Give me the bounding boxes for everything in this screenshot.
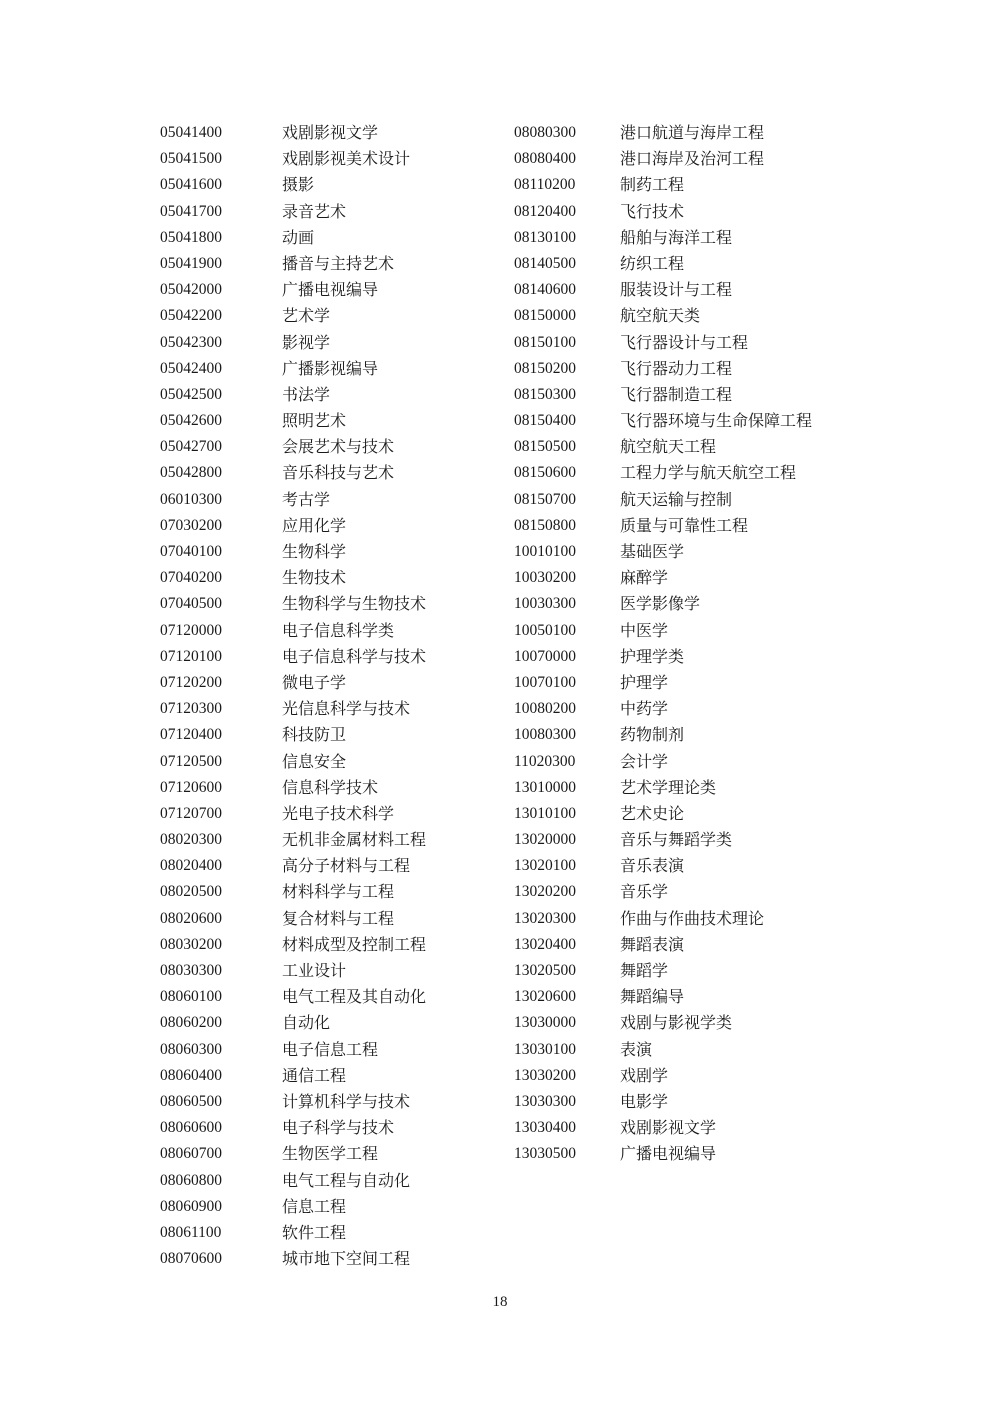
list-item <box>160 670 426 696</box>
major-code: 08061100 <box>160 1223 222 1241</box>
list-item <box>514 1037 812 1063</box>
list-item <box>514 565 812 591</box>
major-name: 生物科学与生物技术 <box>282 594 427 614</box>
major-name: 会展艺术与技术 <box>282 437 395 457</box>
list-item <box>514 775 812 801</box>
list-item <box>160 853 426 879</box>
major-name: 光信息科学与技术 <box>282 699 411 719</box>
major-name: 航天运输与控制 <box>620 489 733 509</box>
major-name: 基础医学 <box>620 542 685 561</box>
major-code: 07040500 <box>160 595 222 613</box>
list-item <box>160 356 426 382</box>
major-name: 生物科学 <box>282 542 347 561</box>
major-name: 音乐与舞蹈学类 <box>620 830 733 850</box>
major-code: 13010100 <box>514 804 576 822</box>
major-name: 材料科学与工程 <box>282 882 395 902</box>
major-name: 戏剧影视文学 <box>620 1118 717 1138</box>
major-code: 05042600 <box>160 412 222 430</box>
list-item <box>160 801 426 827</box>
major-name: 广播电视编导 <box>282 280 379 300</box>
major-name: 书法学 <box>282 384 331 404</box>
list-item <box>514 932 812 958</box>
major-code: 07120200 <box>160 673 222 691</box>
major-code: 08080400 <box>514 150 576 168</box>
list-item <box>514 1115 812 1141</box>
list-item <box>160 958 426 984</box>
list-item <box>160 1089 426 1115</box>
major-code: 08030300 <box>160 962 222 979</box>
major-code: 07040100 <box>160 543 222 560</box>
major-code: 08060200 <box>160 1014 222 1032</box>
major-name: 材料成型及控制工程 <box>282 934 427 954</box>
major-code: 08020400 <box>160 857 222 875</box>
major-name: 电子信息科学与技术 <box>282 646 427 666</box>
major-code: 10030300 <box>514 595 576 613</box>
major-name: 中医学 <box>620 620 669 640</box>
major-code: 08150000 <box>514 307 576 325</box>
list-item <box>160 251 426 277</box>
major-code: 07120500 <box>160 752 222 770</box>
list-item <box>514 1089 812 1115</box>
major-code: 05042500 <box>160 385 222 403</box>
major-name: 科技防卫 <box>282 725 347 745</box>
list-item <box>160 1220 426 1246</box>
list-item <box>514 408 812 434</box>
list-item <box>160 487 426 513</box>
list-item <box>514 356 812 382</box>
list-item <box>514 277 812 303</box>
major-code: 07120600 <box>160 778 222 796</box>
list-item <box>160 1246 426 1272</box>
major-name: 飞行器动力工程 <box>620 358 733 378</box>
major-name: 飞行器设计与工程 <box>620 332 749 352</box>
major-name: 电子信息科学类 <box>282 620 395 640</box>
major-code: 05041500 <box>160 150 222 168</box>
major-code: 13020500 <box>514 962 576 979</box>
major-code: 10050100 <box>514 621 576 639</box>
major-name: 工程力学与航天航空工程 <box>620 463 797 483</box>
list-item <box>160 591 426 617</box>
list-item <box>160 775 426 801</box>
list-item <box>160 172 426 198</box>
list-item <box>160 330 426 356</box>
major-name: 动画 <box>282 227 315 247</box>
major-code: 08070600 <box>160 1250 222 1268</box>
list-item <box>514 303 812 329</box>
major-code: 08150300 <box>514 385 576 403</box>
list-item <box>160 1141 426 1167</box>
right-column <box>514 120 812 1168</box>
left-column <box>160 120 426 1272</box>
list-item <box>514 199 812 225</box>
list-item <box>514 591 812 617</box>
list-item <box>514 749 812 775</box>
major-code: 07120700 <box>160 804 222 822</box>
major-name: 港口海岸及治河工程 <box>620 149 765 169</box>
list-item <box>160 303 426 329</box>
major-name: 自动化 <box>282 1013 331 1033</box>
major-code: 08060900 <box>160 1197 222 1215</box>
major-code: 10080300 <box>514 726 576 744</box>
major-code: 08060600 <box>160 1119 222 1137</box>
major-code: 13020600 <box>514 988 576 1006</box>
major-name: 电子信息工程 <box>282 1039 379 1059</box>
major-name: 广播电视编导 <box>620 1144 717 1164</box>
major-name: 高分子材料与工程 <box>282 856 411 876</box>
list-item <box>514 853 812 879</box>
major-name: 港口航道与海岸工程 <box>620 123 765 142</box>
major-code: 13020400 <box>514 935 576 953</box>
list-item <box>160 199 426 225</box>
major-code: 08020300 <box>160 831 222 849</box>
list-item <box>514 513 812 539</box>
list-item <box>160 1168 426 1194</box>
major-name: 录音艺术 <box>282 201 347 221</box>
major-name: 船舶与海洋工程 <box>620 227 733 247</box>
major-code: 07040200 <box>160 569 222 587</box>
major-name: 舞蹈编导 <box>620 987 685 1007</box>
page-number: 18 <box>492 1294 508 1310</box>
list-item <box>160 460 426 486</box>
major-code: 08080300 <box>514 124 576 141</box>
major-name: 音乐科技与艺术 <box>282 463 395 483</box>
list-item <box>160 984 426 1010</box>
major-name: 舞蹈表演 <box>620 934 685 954</box>
major-code: 05042400 <box>160 359 222 377</box>
list-item <box>514 722 812 748</box>
list-item <box>514 487 812 513</box>
major-name: 生物技术 <box>282 568 347 588</box>
major-name: 会计学 <box>620 751 669 771</box>
major-name: 计算机科学与技术 <box>282 1091 411 1111</box>
list-item <box>514 827 812 853</box>
major-code: 05041700 <box>160 202 222 220</box>
major-code: 13030400 <box>514 1119 576 1137</box>
major-name: 护理学类 <box>620 646 685 666</box>
list-item <box>514 618 812 644</box>
list-item <box>160 565 426 591</box>
list-item <box>160 225 426 251</box>
list-item <box>160 434 426 460</box>
major-name: 作曲与作曲技术理论 <box>620 908 765 928</box>
list-item <box>514 1141 812 1167</box>
major-name: 戏剧影视美术设计 <box>282 149 411 169</box>
major-name: 药物制剂 <box>620 725 685 745</box>
major-name: 医学影像学 <box>620 594 701 614</box>
list-item <box>160 1063 426 1089</box>
major-code: 08150200 <box>514 359 576 377</box>
list-item <box>160 513 426 539</box>
major-name: 考古学 <box>282 489 331 509</box>
list-item <box>160 827 426 853</box>
list-item <box>160 539 426 565</box>
major-name: 纺织工程 <box>620 253 685 273</box>
major-code: 08150600 <box>514 464 576 482</box>
list-item <box>514 670 812 696</box>
major-name: 无机非金属材料工程 <box>282 830 427 850</box>
major-code: 05042000 <box>160 281 222 299</box>
list-item <box>160 120 426 146</box>
major-name: 电气工程与自动化 <box>282 1170 411 1190</box>
major-code: 05041400 <box>160 124 222 141</box>
major-code: 08150500 <box>514 438 576 456</box>
major-code: 10080200 <box>514 700 576 718</box>
major-name: 表演 <box>620 1039 653 1059</box>
major-code: 07120300 <box>160 700 222 718</box>
list-item <box>514 225 812 251</box>
major-code: 07120000 <box>160 621 222 639</box>
list-item <box>160 879 426 905</box>
list-item <box>514 539 812 565</box>
major-code: 07030200 <box>160 516 222 534</box>
major-code: 13020100 <box>514 857 576 875</box>
major-code: 08140500 <box>514 254 576 272</box>
major-code: 08020600 <box>160 909 222 927</box>
major-name: 制药工程 <box>620 175 685 195</box>
major-name: 电影学 <box>620 1091 669 1111</box>
major-name: 质量与可靠性工程 <box>620 515 749 535</box>
major-name: 工业设计 <box>282 961 347 980</box>
major-name: 信息科学技术 <box>282 777 379 797</box>
list-item <box>160 749 426 775</box>
major-code: 10070100 <box>514 673 576 691</box>
major-name: 播音与主持艺术 <box>282 253 395 273</box>
major-name: 电气工程及其自动化 <box>282 987 427 1007</box>
major-name: 生物医学工程 <box>282 1144 379 1164</box>
major-code: 13030200 <box>514 1066 576 1084</box>
major-code: 13030500 <box>514 1145 576 1163</box>
major-name: 照明艺术 <box>282 411 347 431</box>
major-code: 08060500 <box>160 1092 222 1110</box>
major-name: 艺术学理论类 <box>620 777 717 797</box>
list-item <box>514 434 812 460</box>
list-item <box>514 1063 812 1089</box>
major-code: 10030200 <box>514 569 576 587</box>
major-name: 中药学 <box>620 699 669 719</box>
list-item <box>514 330 812 356</box>
major-code: 05041800 <box>160 228 222 246</box>
major-code: 08150700 <box>514 490 576 508</box>
major-name: 飞行器环境与生命保障工程 <box>620 411 813 431</box>
list-item <box>514 460 812 486</box>
list-item <box>160 1037 426 1063</box>
list-item <box>160 1115 426 1141</box>
major-code: 13030300 <box>514 1092 576 1110</box>
list-item <box>160 906 426 932</box>
list-item <box>514 801 812 827</box>
list-item <box>514 984 812 1010</box>
list-item <box>160 1194 426 1220</box>
major-code: 08150800 <box>514 516 576 534</box>
major-name: 应用化学 <box>282 515 347 535</box>
major-name: 航空航天工程 <box>620 437 717 457</box>
major-code: 08060800 <box>160 1171 222 1189</box>
list-item <box>160 932 426 958</box>
major-name: 音乐学 <box>620 882 669 902</box>
list-item <box>514 958 812 984</box>
major-name: 飞行器制造工程 <box>620 384 733 404</box>
major-code: 08140600 <box>514 281 576 299</box>
major-name: 麻醉学 <box>620 568 669 588</box>
major-code: 13020300 <box>514 909 576 927</box>
major-code: 05042700 <box>160 438 222 456</box>
major-code: 13030000 <box>514 1014 576 1032</box>
major-name: 广播影视编导 <box>282 358 379 378</box>
major-code: 07120400 <box>160 726 222 744</box>
major-code: 08060300 <box>160 1040 222 1058</box>
major-name: 信息安全 <box>282 751 347 771</box>
list-item <box>160 1010 426 1036</box>
major-code: 08120400 <box>514 202 576 220</box>
major-code: 08020500 <box>160 883 222 901</box>
major-name: 摄影 <box>282 175 315 195</box>
major-code: 11020300 <box>514 752 576 770</box>
major-name: 护理学 <box>620 672 669 692</box>
list-item <box>160 644 426 670</box>
major-code: 06010300 <box>160 490 222 508</box>
major-name: 飞行技术 <box>620 201 685 221</box>
major-code: 08060100 <box>160 988 222 1006</box>
major-code: 05042300 <box>160 333 222 351</box>
major-name: 影视学 <box>282 332 331 352</box>
list-item <box>160 277 426 303</box>
list-item <box>514 906 812 932</box>
list-item <box>514 644 812 670</box>
list-item <box>514 879 812 905</box>
list-item <box>514 172 812 198</box>
major-name: 艺术学 <box>282 306 331 326</box>
major-name: 舞蹈学 <box>620 961 669 980</box>
major-name: 信息工程 <box>282 1196 347 1216</box>
major-name: 微电子学 <box>282 672 347 692</box>
major-name: 音乐表演 <box>620 856 685 876</box>
major-code: 08150400 <box>514 412 576 430</box>
list-item <box>514 251 812 277</box>
major-name: 戏剧影视文学 <box>282 123 379 142</box>
major-name: 戏剧与影视学类 <box>620 1013 733 1033</box>
list-item <box>514 120 812 146</box>
major-name: 服装设计与工程 <box>620 280 733 300</box>
major-name: 软件工程 <box>282 1222 347 1242</box>
major-name: 通信工程 <box>282 1065 347 1085</box>
major-code: 13020200 <box>514 883 576 901</box>
major-code: 13020000 <box>514 831 576 849</box>
major-name: 艺术史论 <box>620 803 685 823</box>
major-code: 05042800 <box>160 464 222 482</box>
list-item <box>160 146 426 172</box>
major-code: 05041600 <box>160 176 222 194</box>
major-code: 13030100 <box>514 1040 576 1058</box>
list-item <box>160 722 426 748</box>
major-code: 08030200 <box>160 935 222 953</box>
list-item <box>514 1010 812 1036</box>
major-name: 复合材料与工程 <box>282 908 395 928</box>
major-code: 08110200 <box>514 176 576 194</box>
major-name: 戏剧学 <box>620 1065 669 1085</box>
list-item <box>160 408 426 434</box>
list-item <box>514 146 812 172</box>
major-code: 07120100 <box>160 647 222 665</box>
major-code: 05041900 <box>160 254 222 272</box>
major-name: 电子科学与技术 <box>282 1118 395 1138</box>
major-code: 13010000 <box>514 778 576 796</box>
list-item <box>160 382 426 408</box>
major-code: 08130100 <box>514 228 576 246</box>
major-name: 光电子技术科学 <box>282 803 395 823</box>
major-code: 05042200 <box>160 307 222 325</box>
major-code: 10070000 <box>514 647 576 665</box>
major-code: 08150100 <box>514 333 576 351</box>
list-item <box>160 696 426 722</box>
major-code: 08060700 <box>160 1145 222 1163</box>
major-name: 城市地下空间工程 <box>282 1249 411 1269</box>
list-item <box>514 382 812 408</box>
list-item <box>160 618 426 644</box>
list-item <box>514 696 812 722</box>
major-code: 08060400 <box>160 1066 222 1084</box>
major-name: 航空航天类 <box>620 306 701 326</box>
major-code: 10010100 <box>514 543 576 560</box>
